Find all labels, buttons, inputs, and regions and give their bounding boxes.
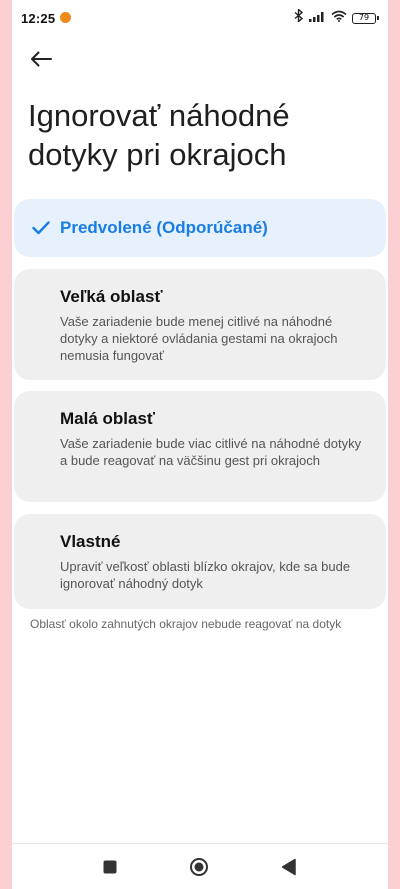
square-icon <box>102 859 118 875</box>
option-large-area-description: Vaše zariadenie bude menej citlivé na náhodné dotyky a niektoré ovládania gestami na okrajoch nemusia fungovať <box>60 314 338 363</box>
option-custom-title: Vlastné <box>60 532 121 551</box>
status-right <box>294 9 376 27</box>
status-bar <box>12 0 388 36</box>
option-small-area-description: Vaše zariadenie bude viac citlivé na náhodné dotyky a bude reagovať na väčšinu gest pri okrajoch <box>60 436 362 468</box>
battery-icon: 79 <box>352 13 376 24</box>
option-large-area-title: Veľká oblasť <box>60 287 163 306</box>
option-small-area[interactable] <box>14 391 386 502</box>
option-custom-description: Upraviť veľkosť oblasti blízko okrajov, kde sa bude ignorovať náhodný dotyk <box>60 559 351 591</box>
option-large-area[interactable] <box>14 269 386 380</box>
status-time: 12:25 <box>21 10 56 26</box>
navigation-bar <box>12 843 388 889</box>
option-default[interactable] <box>14 199 386 257</box>
bluetooth-icon <box>294 9 304 27</box>
home-circle-icon <box>189 857 209 877</box>
option-small-area-title: Malá oblasť <box>60 409 156 428</box>
back-nav-button[interactable] <box>281 858 297 881</box>
page-title: Ignorovať náhodné dotyky pri okrajoch <box>28 98 290 172</box>
status-left <box>21 11 71 26</box>
notification-icon <box>60 12 71 23</box>
recents-button[interactable] <box>102 859 118 880</box>
option-default-label: Predvolené (Odporúčané) <box>60 218 268 237</box>
home-button[interactable] <box>189 857 209 882</box>
screen <box>12 0 388 889</box>
option-custom[interactable] <box>14 514 386 609</box>
back-button[interactable] <box>28 46 54 72</box>
checkmark-icon <box>32 217 54 239</box>
signal-icon <box>309 9 326 27</box>
arrow-left-icon <box>30 51 52 67</box>
triangle-back-icon <box>281 858 297 876</box>
footnote: Oblasť okolo zahnutých okrajov nebude reagovať na dotyk <box>30 617 342 631</box>
wifi-icon <box>331 9 347 27</box>
